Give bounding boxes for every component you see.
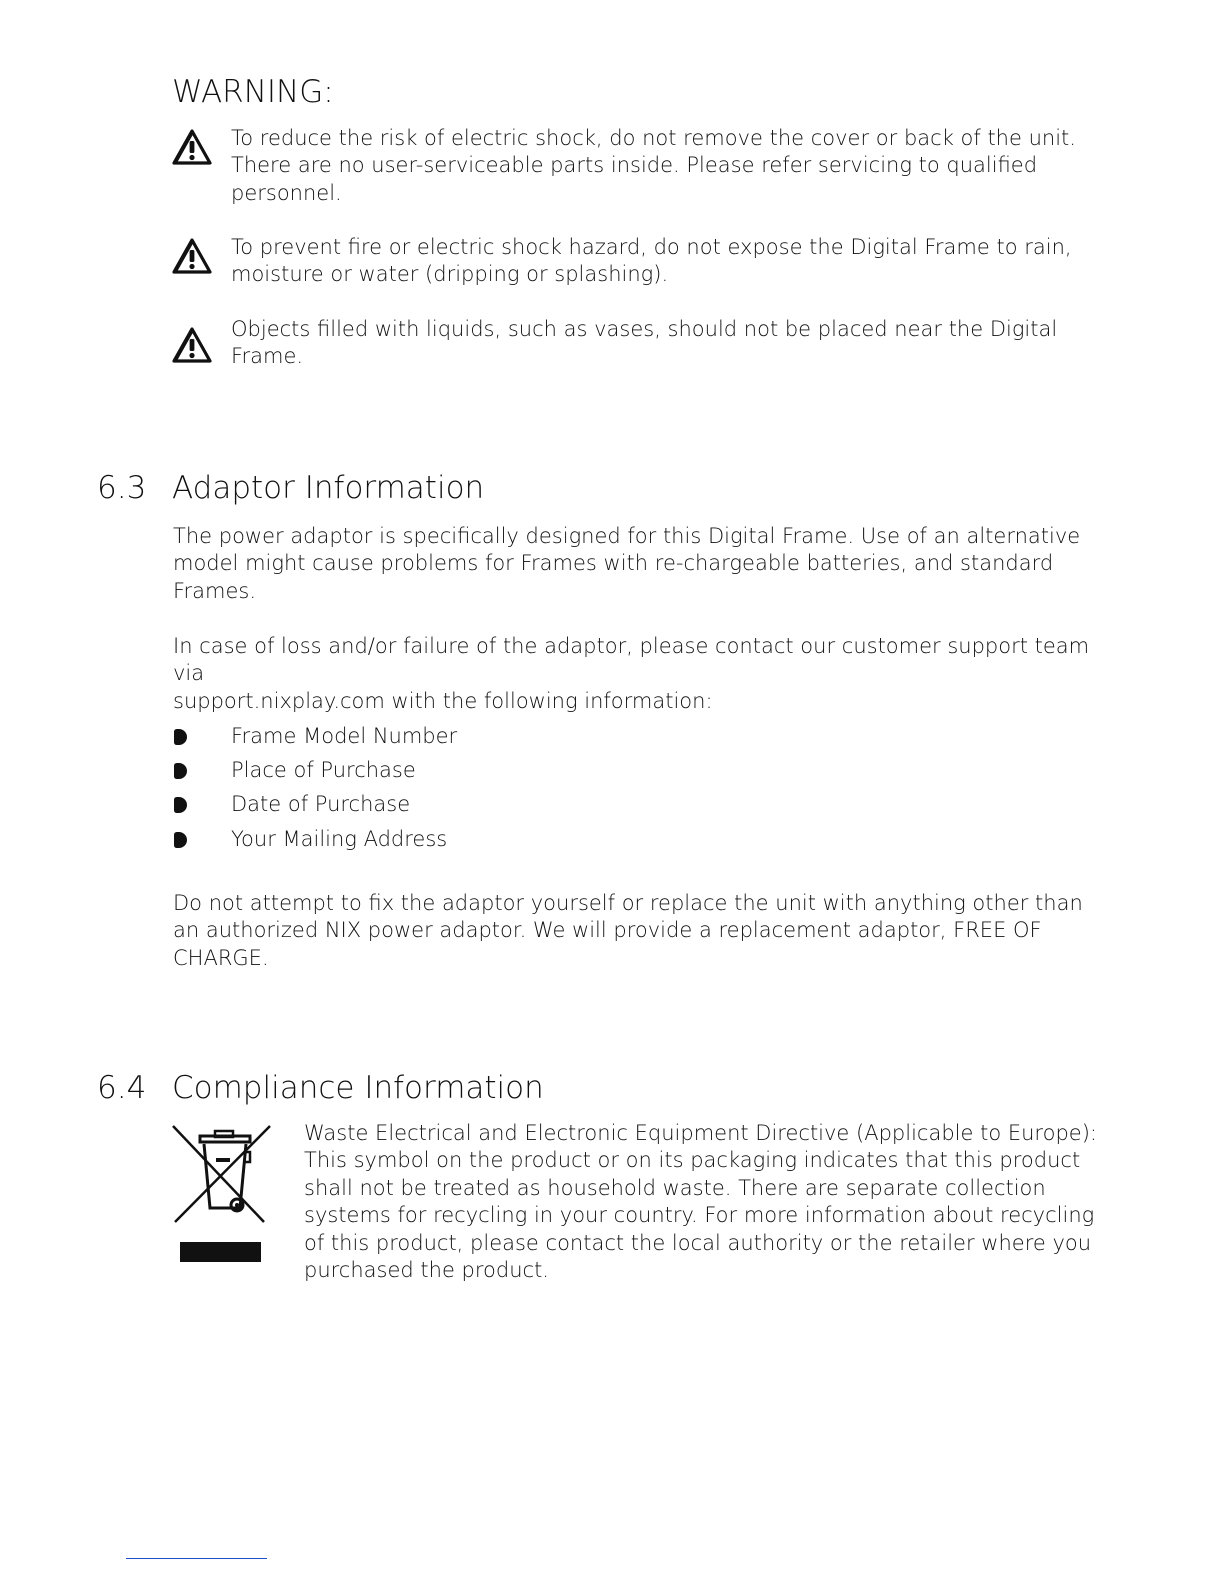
- paragraph-line: Frames.: [173, 578, 257, 603]
- bullet-item: Place of Purchase: [231, 758, 416, 782]
- warning-item-1-line: To reduce the risk of electric shock, do not remove the cover or back of the unit.: [231, 126, 1076, 150]
- section-number: 6.3: [97, 470, 147, 506]
- warning-triangle-icon: [171, 326, 213, 364]
- warning-item-1-line: There are no user-serviceable parts inside. Please refer servicing to qualified: [231, 153, 1038, 178]
- bullet-icon: [174, 797, 187, 813]
- adaptor-paragraph-2: [173, 633, 1113, 715]
- warning-item-1: [231, 125, 1131, 207]
- paragraph-line: model might cause problems for Frames with re-chargeable batteries, and standard: [173, 551, 1054, 576]
- paragraph-line: In case of loss and/or failure of the adaptor, please contact our customer support team via: [173, 634, 1090, 686]
- warning-heading: WARNING:: [172, 74, 334, 110]
- footer-divider: [126, 1558, 267, 1559]
- bullet-item: Frame Model Number: [231, 724, 458, 748]
- paragraph-line: an authorized NIX power adaptor. We will provide a replacement adaptor, FREE OF: [173, 918, 1042, 943]
- warning-item-1-line: personnel.: [231, 180, 342, 205]
- paragraph-line: systems for recycling in your country. For more information about recycling: [304, 1203, 1095, 1228]
- bullet-item: Date of Purchase: [231, 792, 411, 816]
- bullet-icon: [174, 729, 187, 745]
- warning-item-2-line: moisture or water (dripping or splashing).: [231, 262, 669, 287]
- section-title: Compliance Information: [172, 1070, 544, 1106]
- paragraph-line: Waste Electrical and Electronic Equipment Directive (Applicable to Europe):: [304, 1121, 1097, 1145]
- paragraph-line: of this product, please contact the local authority or the retailer where you: [304, 1230, 1092, 1255]
- paragraph-line: support.nixplay.com with the following information:: [173, 688, 713, 713]
- paragraph-line: This symbol on the product or on its packaging indicates that this product: [304, 1148, 1081, 1173]
- warning-triangle-icon: [171, 128, 213, 166]
- warning-item-3-line: Frame.: [231, 344, 304, 369]
- compliance-paragraph: [304, 1120, 1124, 1284]
- paragraph-line: The power adaptor is specifically designed for this Digital Frame. Use of an alternative: [173, 524, 1081, 548]
- paragraph-line: shall not be treated as household waste. There are separate collection: [304, 1175, 1046, 1200]
- warning-item-2: [231, 234, 1131, 289]
- warning-item-3: [231, 316, 1131, 371]
- bullet-icon: [174, 832, 187, 848]
- paragraph-line: CHARGE.: [173, 945, 269, 970]
- paragraph-line: purchased the product.: [304, 1258, 549, 1283]
- bullet-icon: [174, 763, 187, 779]
- section-number: 6.4: [97, 1070, 147, 1106]
- adaptor-paragraph-1: [173, 523, 1113, 605]
- paragraph-line: Do not attempt to fix the adaptor yourself or replace the unit with anything other than: [173, 891, 1083, 915]
- bullet-item: Your Mailing Address: [231, 827, 448, 851]
- weee-crossed-bin-icon: [170, 1122, 274, 1266]
- section-title: Adaptor Information: [172, 470, 485, 506]
- warning-item-3-line: Objects filled with liquids, such as vases, should not be placed near the Digital: [231, 317, 1058, 341]
- adaptor-paragraph-3: [173, 890, 1113, 972]
- warning-item-2-line: To prevent fire or electric shock hazard, do not expose the Digital Frame to rain,: [231, 235, 1072, 259]
- warning-triangle-icon: [171, 237, 213, 275]
